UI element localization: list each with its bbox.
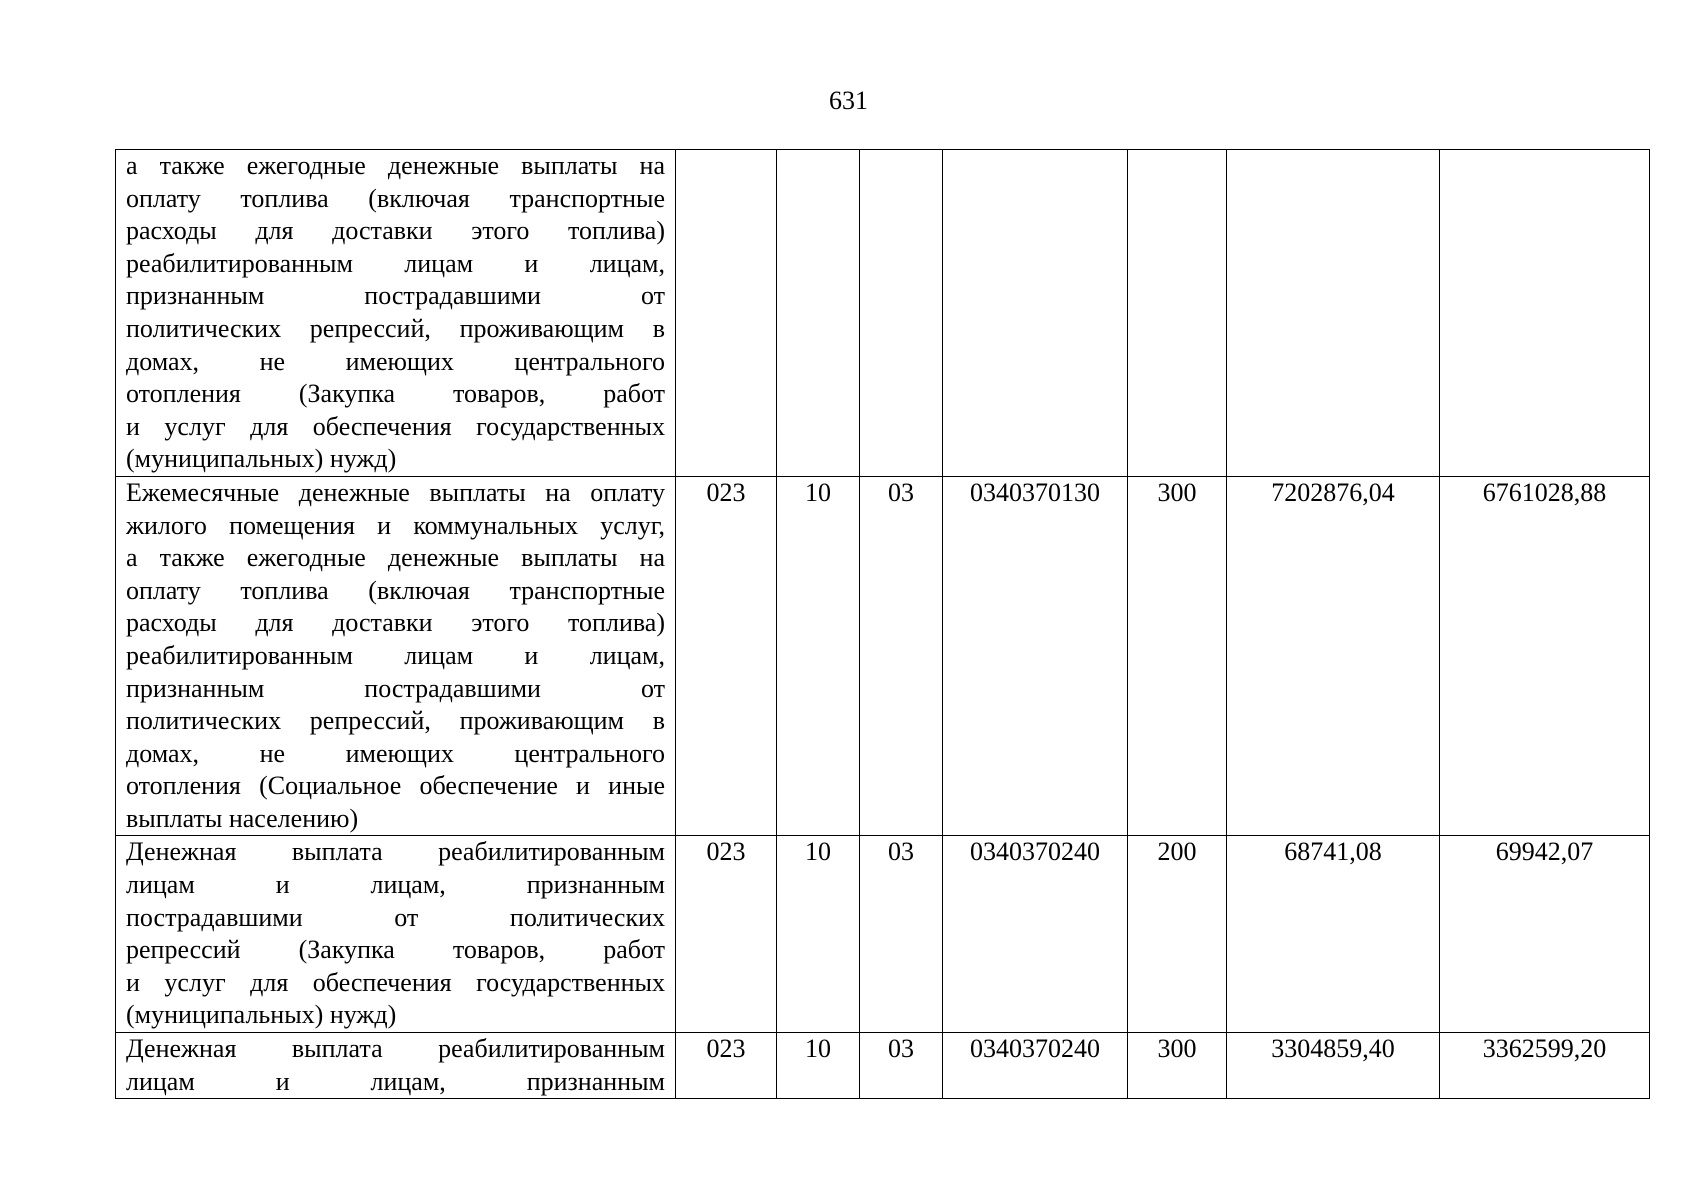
- description-line: лицам и лицам, признанным: [126, 870, 665, 900]
- amount-year1-cell: [1227, 150, 1440, 477]
- description-cell: [116, 836, 676, 1033]
- description-line: Денежная выплата реабилитированным: [126, 1034, 665, 1064]
- expense-type-cell: [1128, 150, 1227, 477]
- subsection-code-cell: 03: [860, 476, 943, 836]
- description-line: лицам и лицам, признанным: [126, 1066, 665, 1096]
- amount-year2-cell: 69942,07: [1440, 836, 1650, 1033]
- budget-table: [115, 149, 1650, 1099]
- expense-type-cell: 300: [1128, 1033, 1227, 1099]
- description-cell: [116, 476, 676, 836]
- description-line: жилого помещения и коммунальных услуг,: [126, 510, 665, 540]
- description-line: оплату топлива (включая транспортные: [126, 183, 665, 213]
- description-line: пострадавшими от политических: [126, 902, 665, 932]
- subsection-code-cell: [860, 150, 943, 477]
- target-article-cell: 0340370130: [943, 476, 1128, 836]
- subsection-code-cell: 03: [860, 1033, 943, 1099]
- amount-year1-cell: 68741,08: [1227, 836, 1440, 1033]
- description-line: и услуг для обеспечения государственных: [126, 967, 665, 997]
- description-line: репрессий (Закупка товаров, работ: [126, 935, 665, 965]
- description-line: отопления (Социальное обеспечение и иные: [126, 771, 665, 801]
- description-cell: [116, 1033, 676, 1099]
- section-code-cell: 10: [777, 1033, 860, 1099]
- expense-type-cell: 200: [1128, 836, 1227, 1033]
- description-line: а также ежегодные денежные выплаты на: [126, 543, 665, 573]
- description-line: расходы для доставки этого топлива): [126, 608, 665, 638]
- ved-code-cell: 023: [676, 836, 777, 1033]
- section-code-cell: [777, 150, 860, 477]
- page-number: 631: [829, 86, 868, 115]
- description-line: политических репрессий, проживающим в: [126, 706, 665, 736]
- amount-year2-cell: [1440, 150, 1650, 477]
- description-line: оплату топлива (включая транспортные: [126, 575, 665, 605]
- description-last-line: (муниципальных) нужд): [126, 1000, 397, 1030]
- amount-year2-cell: 6761028,88: [1440, 476, 1650, 836]
- description-line: политических репрессий, проживающим в: [126, 313, 665, 343]
- ved-code-cell: [676, 150, 777, 477]
- description-line: расходы для доставки этого топлива): [126, 216, 665, 246]
- description-line: Денежная выплата реабилитированным: [126, 837, 665, 867]
- target-article-cell: 0340370240: [943, 1033, 1128, 1099]
- description-line: признанным пострадавшими от: [126, 281, 665, 311]
- description-line: и услуг для обеспечения государственных: [126, 411, 665, 441]
- section-code-cell: 10: [777, 836, 860, 1033]
- description-last-line: (муниципальных) нужд): [126, 444, 397, 474]
- description-line: признанным пострадавшими от: [126, 673, 665, 703]
- description-line: домах, не имеющих центрального: [126, 346, 665, 376]
- table-row: [116, 1033, 1650, 1099]
- amount-year1-cell: 7202876,04: [1227, 476, 1440, 836]
- expense-type-cell: 300: [1128, 476, 1227, 836]
- target-article-cell: [943, 150, 1128, 477]
- amount-year1-cell: 3304859,40: [1227, 1033, 1440, 1099]
- target-article-cell: 0340370240: [943, 836, 1128, 1033]
- description-line: Ежемесячные денежные выплаты на оплату: [126, 477, 665, 507]
- description-line: отопления (Закупка товаров, работ: [126, 379, 665, 409]
- table-row: [116, 476, 1650, 836]
- description-cell: [116, 150, 676, 477]
- table-body: [116, 150, 1650, 1099]
- ved-code-cell: 023: [676, 476, 777, 836]
- description-line: а также ежегодные денежные выплаты на: [126, 151, 665, 180]
- ved-code-cell: 023: [676, 1033, 777, 1099]
- subsection-code-cell: 03: [860, 836, 943, 1033]
- amount-year2-cell: 3362599,20: [1440, 1033, 1650, 1099]
- description-last-line: выплаты населению): [126, 803, 359, 833]
- description-line: реабилитированным лицам и лицам,: [126, 248, 665, 278]
- table-row: [116, 150, 1650, 477]
- table-row: [116, 836, 1650, 1033]
- description-line: домах, не имеющих центрального: [126, 738, 665, 768]
- description-line: реабилитированным лицам и лицам,: [126, 640, 665, 670]
- section-code-cell: 10: [777, 476, 860, 836]
